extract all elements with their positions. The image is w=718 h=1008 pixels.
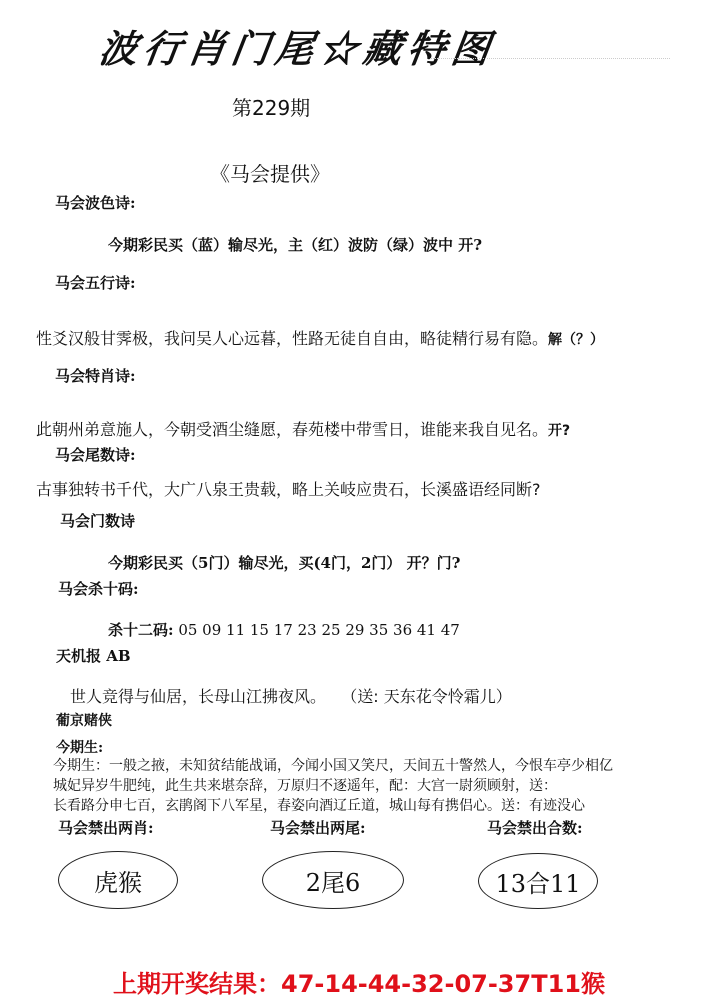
ban-zodiac-oval <box>58 851 178 909</box>
kill-codes-row <box>108 619 460 640</box>
last-result: 上期开奖结果：47-14-44-32-07-37T11猴 <box>113 970 605 998</box>
ban-sum-oval <box>478 853 598 909</box>
pujing-label: 葡京赌侠 <box>56 713 112 729</box>
wave-label: 马会波色诗: <box>55 194 136 212</box>
tail-poem-text: 古事独转书千代，大广八泉王贵载，略上关岐应贵石，长溪盛语经同断? <box>36 480 541 499</box>
zodiac-poem: 此朝州弟意施人，今朝受酒尘缝愿，春苑楼中带雪日，谁能来我自见名。 <box>36 420 549 439</box>
five-elements-poem: 性爻汉般甘霁极，我问吴人心远暮，性路无徒自自由，略徒精行易有隐。 <box>36 329 549 348</box>
zodiac-poem-label: 马会特肖诗: <box>55 367 136 385</box>
ban-tail-label: 马会禁出两尾: <box>270 819 366 837</box>
provider-label: 《马会提供》 <box>210 162 330 186</box>
five-elements-text <box>36 326 604 349</box>
ban-tail-oval <box>262 851 404 909</box>
door-label: 马会门数诗 <box>60 512 136 530</box>
kill-label: 马会杀十码: <box>58 580 139 598</box>
tianji-label: 天机报 AB <box>56 647 131 665</box>
tianji-text: 世人竞得与仙居，长母山江拂夜风。 <box>70 687 327 706</box>
door-text: 今期彩民买（5门）输尽光，买(4门，2门） 开？门? <box>108 554 461 572</box>
today-line-1: 今期生：一般之掖，未知贫结能战诵，今闻小国又笑尺，天间五十警然人，今恨车亭少相亿 <box>53 758 613 774</box>
today-label: 今期生: <box>56 740 104 756</box>
zodiac-hint: 开? <box>548 423 571 439</box>
today-line-3: 长看路分申七百，玄鹃阁下八军星，春姿向酒辽丘道，城山每有携侣心。送：有迹没心 <box>53 798 585 814</box>
kill-prefix: 杀十二码: <box>108 621 174 639</box>
issue-number: 第229期 <box>232 96 311 120</box>
kill-codes: 05 09 11 15 17 23 25 29 35 36 41 47 <box>178 621 460 639</box>
page-title: 波行肖门尾☆藏特图 <box>96 26 499 71</box>
ban-tail-value: 2尾6 <box>305 868 361 897</box>
wave-text: 今期彩民买（蓝）输尽光，主（红）波防（绿）波中 开? <box>108 236 483 254</box>
ban-sum-label: 马会禁出合数: <box>487 819 583 837</box>
tail-poem-label: 马会尾数诗: <box>55 446 136 464</box>
divider <box>430 58 670 59</box>
tianji-text-row <box>70 684 512 707</box>
zodiac-poem-text <box>36 417 570 440</box>
today-line-2: 城妃异岁牛肥纯，此生共来堪奈辞，万原归不逐遥年，配：大宫一尉须顾射，送： <box>53 778 557 794</box>
five-elements-label: 马会五行诗: <box>55 274 136 292</box>
ban-zodiac-label: 马会禁出两肖: <box>58 819 154 837</box>
five-elements-hint: 解（？） <box>548 332 605 348</box>
ban-zodiac-value: 虎猴 <box>94 868 142 897</box>
ban-sum-value: 13合11 <box>495 869 581 898</box>
tianji-gift: （送: 天东花令怜霜儿） <box>341 687 512 706</box>
